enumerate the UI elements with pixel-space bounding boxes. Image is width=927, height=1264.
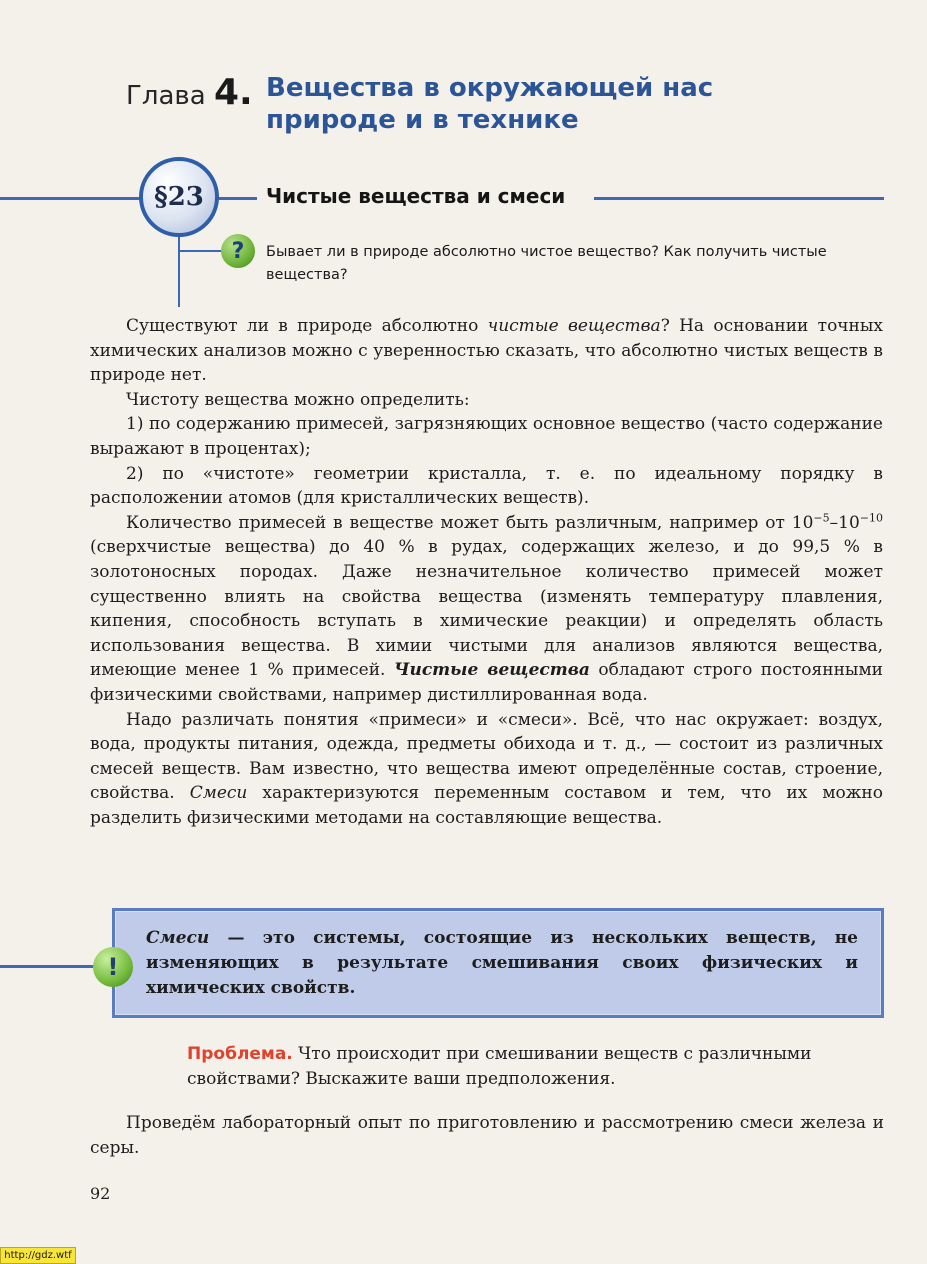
page-number: 92 [90,1184,111,1203]
text-run: (сверхчистые вещества) до 40 % в рудах, содержащих железо, и до 99,5 % в золотоносных породах. Даже незначительное количество примесей может существенно влиять на свойства вещества (изменять температуру плавления, кипения, способность вступать в химические реакции) и определять область использования вещества. В химии чистыми для анализов являются вещества, имеющие менее 1 % примесей. [90,537,883,681]
emphasis-term: чистые вещества [487,316,661,336]
problem-block [187,1042,884,1092]
definition-term: Смеси [146,928,210,948]
paragraph [90,511,883,708]
text-run: –10 [829,512,860,533]
chapter-title: Вещества в окружающей нас природе и в технике [266,73,714,135]
section-badge: §23 [139,157,219,237]
chapter-heading [126,72,253,113]
chapter-number: 4. [213,72,253,113]
chapter-prefix: Глава [126,81,206,111]
problem-text: Что происходит при смешивании веществ с различными свойствами? Выскажите ваши предположения. [187,1044,812,1089]
question-line [179,250,223,252]
section-title: Чистые вещества и смеси [266,184,566,208]
final-text: Проведём лабораторный опыт по приготовлению и рассмотрению смеси железа и серы. [90,1113,884,1158]
superscript: −5 [813,511,830,525]
section-line-vertical [178,237,180,307]
watermark-link[interactable]: http://gdz.wtf [0,1247,76,1264]
text-run: Существуют ли в природе абсолютно [126,316,488,336]
paragraph [90,708,883,831]
section-line-right [594,197,884,200]
superscript: −10 [859,511,883,525]
section-line-short [217,197,257,200]
paragraph: Чистоту вещества можно определить: [126,389,470,410]
text-run: ? На основании точных химических анализов можно с уверенностью сказать, что абсолютно чистых веществ в природе нет. [90,316,883,386]
problem-label: Проблема. [187,1044,293,1064]
section-line-left [0,197,141,200]
text-run: характеризуются переменным составом и тем, что их можно разделить физическими методами на составляющие вещества. [90,783,883,828]
list-item: 2) по «чистоте» геометрии кристалла, т. е. по идеальному порядку в расположении атомов (для кристаллических веществ). [90,463,883,509]
body-text [90,314,883,830]
text-run: Количество примесей в веществе может быть различным, например от 10 [126,512,814,533]
text-run: Надо различать понятия «примеси» и «смеси». Всё, что нас окружает: воздух, вода, продукты питания, одежда, предметы обихода и т. д., — состоит из различных смесей веществ. Вам известно, что вещества имеют определённые состав, строение, свойства. [90,709,883,804]
final-paragraph [90,1111,884,1161]
strong-term: Чистые вещества [393,660,590,681]
question-icon: ? [221,234,255,268]
definition-text [146,926,858,1001]
emphasis-term: Смеси [189,783,248,804]
exclamation-icon: ! [93,947,133,987]
paragraph [90,314,883,388]
question-text: Бывает ли в природе абсолютно чистое вещество? Как получить чистые вещества? [266,244,827,283]
list-item: 1) по содержанию примесей, загрязняющих основное вещество (часто содержание выражают в процентах); [90,414,883,459]
definition-body: — это системы, состоящие из нескольких веществ, не изменяющих в результате смешивания своих физических и химических свойств. [146,928,858,998]
text-run: обладают строго постоянными физическими свойствами, например дистиллированная вода. [90,660,883,705]
